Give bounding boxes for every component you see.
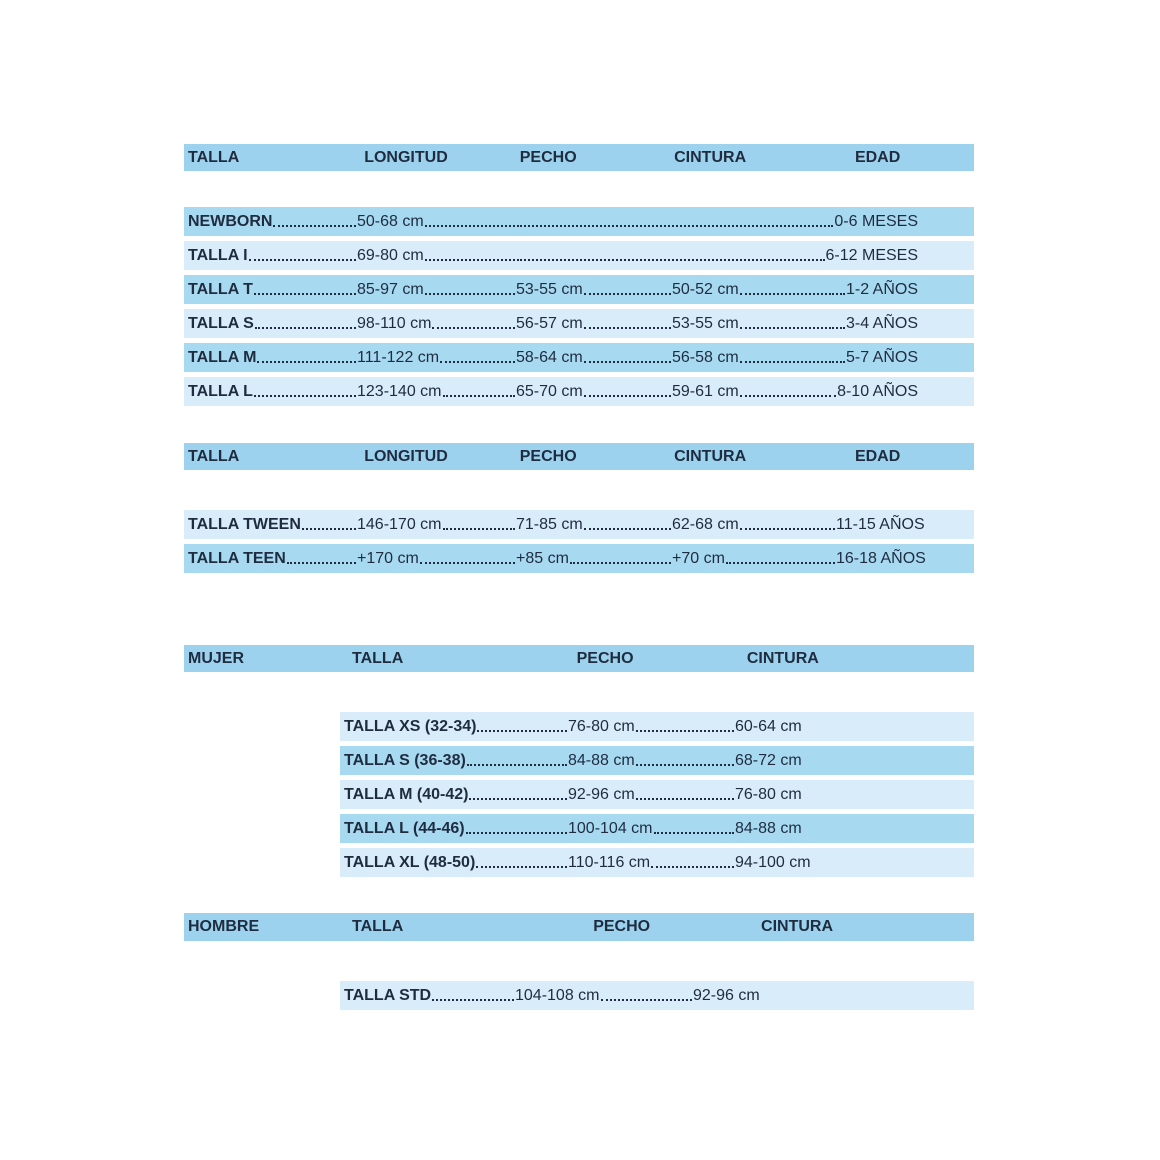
- kids-size-rows: [184, 207, 974, 411]
- dot-leader: [654, 832, 735, 834]
- header-cell-longitud: LONGITUD: [364, 149, 448, 166]
- dot-leader: [636, 798, 734, 800]
- size-value: 104-108 cm: [515, 986, 600, 1004]
- size-label-cell: [344, 848, 568, 877]
- size-value: +70 cm: [672, 549, 725, 567]
- header-cell-pecho: PECHO: [519, 448, 577, 465]
- header-cell-edad: EDAD: [854, 448, 901, 465]
- dot-leader: [443, 528, 516, 530]
- size-label: TALLA I: [188, 246, 248, 264]
- dot-leader: [254, 395, 356, 397]
- size-label: TALLA XL (48-50): [344, 853, 476, 871]
- size-value-cell: [672, 377, 828, 406]
- size-value-last: 8-10 AÑOS: [837, 382, 918, 400]
- size-value: 123-140 cm: [357, 382, 442, 400]
- dot-leader: [467, 764, 567, 766]
- size-value: 76-80 cm: [568, 717, 635, 735]
- size-value-last: 1-2 AÑOS: [845, 280, 918, 298]
- size-value-cell: [357, 377, 516, 406]
- header-cell-pecho: PECHO: [593, 918, 651, 935]
- dot-leader: [469, 798, 567, 800]
- size-value-cell: [568, 814, 735, 843]
- size-value-cell: [357, 275, 516, 304]
- size-label: TALLA T: [188, 280, 253, 298]
- size-value: 146-170 cm: [357, 515, 442, 533]
- hombre-header-bar: [184, 913, 974, 941]
- size-value: 56-57 cm: [516, 314, 583, 332]
- size-value-cell: [568, 848, 735, 877]
- size-value-cell: [672, 275, 828, 304]
- dot-leader: [476, 866, 567, 868]
- size-label: TALLA S: [188, 314, 254, 332]
- dot-leader: [570, 562, 671, 564]
- size-row-kids: [184, 241, 974, 270]
- size-value-cell: [672, 309, 828, 338]
- size-value-last: 16-18 AÑOS: [836, 549, 926, 567]
- size-label-cell: [188, 207, 357, 236]
- size-label-cell: [188, 510, 357, 539]
- size-value-cell: [516, 309, 672, 338]
- dot-leader: [254, 293, 356, 295]
- size-value: 92-96 cm: [568, 785, 635, 803]
- mujer-header-bar: [184, 645, 974, 672]
- mujer-size-rows: [340, 712, 974, 882]
- size-value: 71-85 cm: [516, 515, 583, 533]
- dot-leader: [829, 293, 845, 295]
- dot-leader: [425, 225, 515, 227]
- size-label: TALLA TEEN: [188, 549, 286, 567]
- header-cell-talla: TALLA: [188, 448, 240, 465]
- dot-leader: [255, 327, 356, 329]
- size-label-cell: [344, 746, 568, 775]
- size-row-kids: [184, 309, 974, 338]
- size-value: 110-116 cm: [568, 853, 651, 871]
- size-value: 85-97 cm: [357, 280, 424, 298]
- size-label-cell: [188, 377, 357, 406]
- size-value-cell: [516, 544, 672, 573]
- size-value-cell: [672, 343, 828, 372]
- dot-leader: [302, 528, 356, 530]
- header-cell-pecho: PECHO: [519, 149, 577, 166]
- hombre-size-rows: [340, 981, 974, 1015]
- size-value-cell: [568, 780, 735, 809]
- size-value: 50-68 cm: [357, 212, 424, 230]
- size-value: 69-80 cm: [357, 246, 424, 264]
- dot-leader: [584, 395, 671, 397]
- dot-leader: [443, 395, 516, 397]
- dot-leader: [584, 361, 671, 363]
- size-value-last: 6-12 MESES: [825, 246, 918, 264]
- size-label-cell: [188, 275, 357, 304]
- size-label-cell: [188, 343, 357, 372]
- size-label-cell: [344, 712, 568, 741]
- size-value-cell: [357, 309, 516, 338]
- size-row-kids: [184, 343, 974, 372]
- size-value-cell: [357, 544, 516, 573]
- size-value-last: 68-72 cm: [735, 751, 802, 769]
- size-value-last: 3-4 AÑOS: [845, 314, 918, 332]
- size-value-cell: [516, 275, 672, 304]
- dot-leader: [432, 327, 515, 329]
- dot-leader: [740, 361, 827, 363]
- dot-leader: [829, 528, 835, 530]
- dot-leader: [740, 327, 827, 329]
- size-value: 53-55 cm: [516, 280, 583, 298]
- size-value-cell: [516, 377, 672, 406]
- size-row-kids: [184, 275, 974, 304]
- size-value-last: 94-100 cm: [735, 853, 811, 871]
- size-value-last: 11-15 AÑOS: [836, 515, 925, 533]
- header-cell-cintura: CINTURA: [746, 650, 819, 667]
- dot-leader: [829, 562, 835, 564]
- size-row-kids: [184, 377, 974, 406]
- size-label-cell: [344, 981, 515, 1010]
- size-value: 98-110 cm: [357, 314, 432, 332]
- size-label: TALLA S (36-38): [344, 751, 466, 769]
- size-label: TALLA M (40-42): [344, 785, 469, 803]
- size-row-mujer: [340, 780, 974, 809]
- kids-header-bar: [184, 144, 974, 171]
- dot-leader: [249, 259, 356, 261]
- header-cell-hombre: HOMBRE: [188, 918, 260, 935]
- header-cell-mujer: MUJER: [188, 650, 245, 667]
- dot-leader: [584, 528, 671, 530]
- size-value-last: 0-6 MESES: [834, 212, 918, 230]
- dot-leader: [740, 293, 827, 295]
- dot-leader: [726, 562, 827, 564]
- size-label: TALLA TWEEN: [188, 515, 301, 533]
- dot-leader: [636, 730, 734, 732]
- dot-leader: [273, 225, 356, 227]
- size-row-kids: [184, 207, 974, 236]
- size-label: TALLA L: [188, 382, 253, 400]
- header-cell-talla: TALLA: [188, 149, 240, 166]
- header-cell-talla: TALLA: [352, 650, 404, 667]
- dot-leader: [257, 361, 356, 363]
- size-value: 62-68 cm: [672, 515, 739, 533]
- header-cell-talla: TALLA: [352, 918, 404, 935]
- size-value: 50-52 cm: [672, 280, 739, 298]
- dot-leader: [425, 259, 515, 261]
- size-value-cell: [357, 241, 516, 270]
- size-row-mujer: [340, 848, 974, 877]
- dot-leader: [740, 395, 827, 397]
- header-cell-cintura: CINTURA: [674, 149, 747, 166]
- size-value: 84-88 cm: [568, 751, 635, 769]
- dot-leader: [517, 259, 825, 261]
- size-row-mujer: [340, 746, 974, 775]
- dot-leader: [477, 730, 567, 732]
- header-cell-cintura: CINTURA: [674, 448, 747, 465]
- size-value-cell: [357, 343, 516, 372]
- size-value-cell: [672, 510, 828, 539]
- size-row-mujer: [340, 712, 974, 741]
- size-row-hombre: [340, 981, 974, 1010]
- size-label: NEWBORN: [188, 212, 273, 230]
- size-guide-content: [184, 0, 974, 1160]
- size-label: TALLA M: [188, 348, 257, 366]
- size-value-cell: [568, 712, 735, 741]
- header-cell-longitud: LONGITUD: [364, 448, 448, 465]
- header-cell-cintura: CINTURA: [761, 918, 834, 935]
- size-label: TALLA STD: [344, 986, 432, 1004]
- dot-leader: [740, 528, 827, 530]
- dot-leader: [425, 293, 515, 295]
- dot-leader: [829, 361, 845, 363]
- size-value-cell: [516, 510, 672, 539]
- dot-leader: [466, 832, 567, 834]
- dot-leader: [584, 293, 671, 295]
- size-value-cell: [672, 544, 828, 573]
- size-label-cell: [344, 780, 568, 809]
- dot-leader: [651, 866, 734, 868]
- size-value-cell: [357, 510, 516, 539]
- size-value-cell: [357, 207, 516, 236]
- size-label: TALLA L (44-46): [344, 819, 465, 837]
- size-value-last: 60-64 cm: [735, 717, 802, 735]
- header-cell-edad: EDAD: [854, 149, 901, 166]
- size-row-tween-teen: [184, 510, 974, 539]
- size-value: 56-58 cm: [672, 348, 739, 366]
- size-label-cell: [344, 814, 568, 843]
- size-value-cell: [568, 746, 735, 775]
- size-label-cell: [188, 544, 357, 573]
- dot-leader: [287, 562, 356, 564]
- tween-teen-size-rows: [184, 510, 974, 578]
- size-value: 53-55 cm: [672, 314, 739, 332]
- dot-leader: [829, 327, 845, 329]
- dot-leader: [601, 999, 693, 1001]
- size-value-last: 5-7 AÑOS: [845, 348, 918, 366]
- size-value: 100-104 cm: [568, 819, 653, 837]
- dot-leader: [829, 395, 836, 397]
- dot-leader: [440, 361, 515, 363]
- dot-leader: [584, 327, 671, 329]
- size-value: 111-122 cm: [357, 348, 440, 366]
- size-value-last: 76-80 cm: [735, 785, 802, 803]
- size-value: 59-61 cm: [672, 382, 739, 400]
- size-value: +85 cm: [516, 549, 569, 567]
- size-row-mujer: [340, 814, 974, 843]
- dot-leader: [420, 562, 515, 564]
- size-label-cell: [188, 309, 357, 338]
- size-label-cell: [188, 241, 357, 270]
- size-value: +170 cm: [357, 549, 419, 567]
- dot-leader: [517, 225, 833, 227]
- size-row-tween-teen: [184, 544, 974, 573]
- tween-teen-header-bar: [184, 443, 974, 470]
- dot-leader: [636, 764, 734, 766]
- size-value-cell: [515, 981, 693, 1010]
- size-value-cell: [516, 343, 672, 372]
- header-cell-pecho: PECHO: [576, 650, 634, 667]
- size-value-last: 84-88 cm: [735, 819, 802, 837]
- size-value: 65-70 cm: [516, 382, 583, 400]
- dot-leader: [432, 999, 514, 1001]
- size-value: 58-64 cm: [516, 348, 583, 366]
- size-value-last: 92-96 cm: [693, 986, 760, 1004]
- size-label: TALLA XS (32-34): [344, 717, 477, 735]
